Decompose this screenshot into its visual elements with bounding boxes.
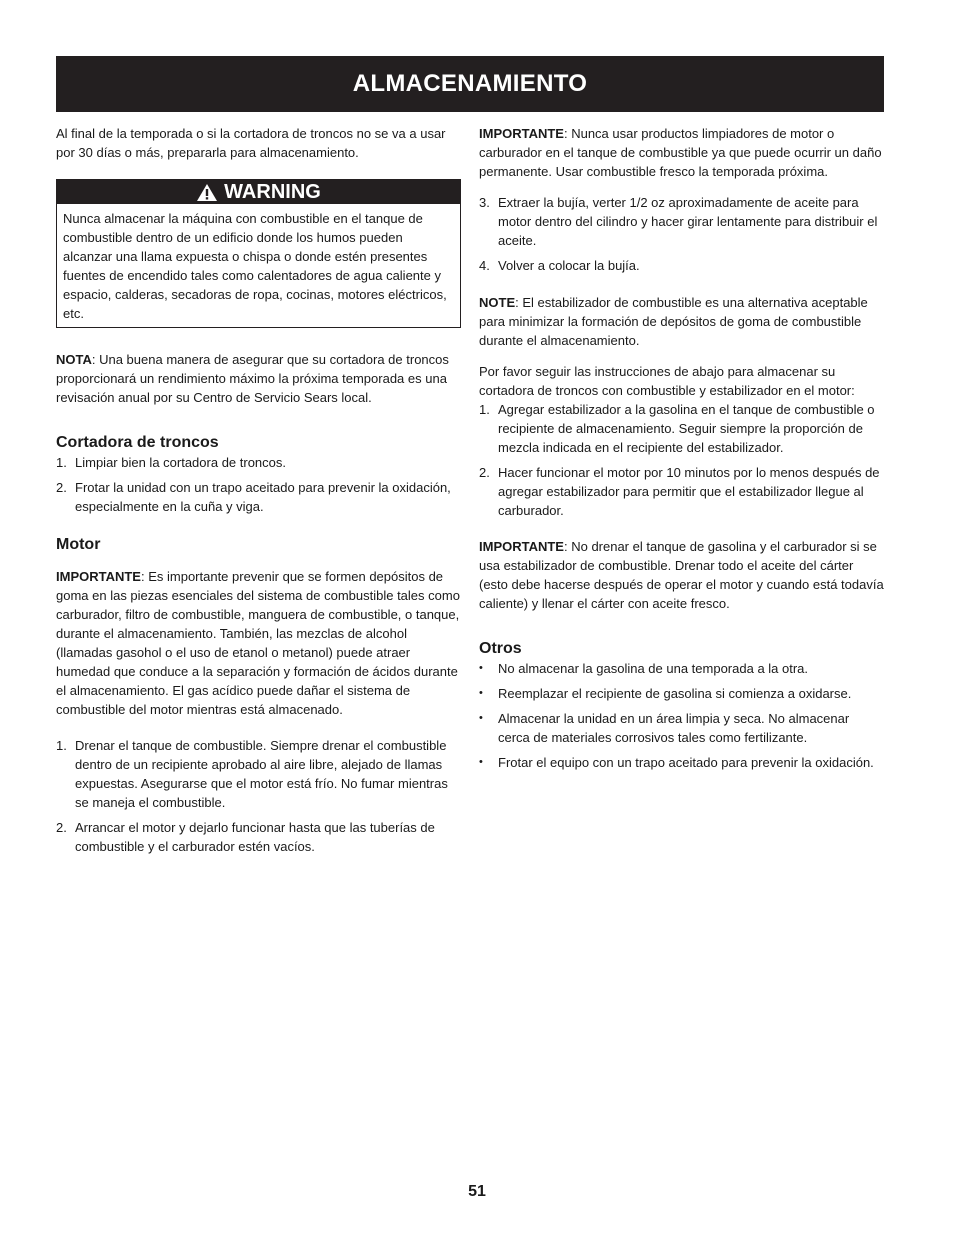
list-text: Reemplazar el recipiente de gasolina si comienza a oxidarse. bbox=[498, 686, 852, 701]
list-text: No almacenar la gasolina de una temporada a la otra. bbox=[498, 661, 809, 676]
list-item bbox=[56, 818, 461, 856]
list-number: 1. bbox=[479, 402, 490, 417]
warning-label: WARNING bbox=[224, 180, 321, 203]
steps-list bbox=[479, 193, 884, 275]
importante-text: : Es importante prevenir que se formen depósitos de goma en las piezas esenciales del sistema de combustible tales como carburador, filtro de combustible, manguera de combustible, o tanque, durante el almacenamiento. También, las mezclas de alcohol (llamadas gasohol o el uso de etanol o metanol) puede atraer humedad que conduce a la separación y formación de ácidos durante el almacenamiento. El gas acídico puede dañar el sistema de combustible del motor mientras está almacenado. bbox=[56, 569, 460, 717]
motor-importante-paragraph bbox=[56, 567, 461, 719]
stabilizer-list bbox=[479, 400, 884, 520]
importante-key: IMPORTANTE bbox=[479, 539, 564, 554]
list-number: 2. bbox=[479, 465, 490, 480]
importante-paragraph-2 bbox=[479, 537, 884, 613]
note-paragraph bbox=[479, 293, 884, 350]
page-title: ALMACENAMIENTO bbox=[352, 70, 588, 97]
list-number: 1. bbox=[56, 455, 67, 470]
importante-text: : No drenar el tanque de gasolina y el carburador si se usa estabilizador de combustible. Drenar todo el aceite del cárter (esto debe hacerse después de operar el motor y cuando está todavía caliente) y llenar el cárter con aceite fresco. bbox=[479, 539, 884, 611]
list-text: Agregar estabilizador a la gasolina en el tanque de combustible o recipiente de almacenamiento. Seguir siempre la proporción de mezcla indicada en el recipiente del estabilizador. bbox=[498, 402, 875, 455]
nota-key: NOTA bbox=[56, 352, 92, 367]
list-item bbox=[479, 400, 884, 457]
list-text: Extraer la bujía, verter 1/2 oz aproximadamente de aceite para motor dentro del cilindro y hacer girar lentamente para distribuir el aceite. bbox=[498, 195, 878, 248]
warning-triangle-icon bbox=[196, 183, 218, 202]
list-text: Drenar el tanque de combustible. Siempre drenar el combustible dentro de un recipiente aprobado al aire libre, alejado de llamas expuestas. Asegurarse que el motor está frío. No fumar mientras se maneja el combustible. bbox=[75, 738, 448, 810]
list-item bbox=[479, 256, 884, 275]
stabilizer-intro: Por favor seguir las instrucciones de abajo para almacenar su cortadora de troncos con combustible y estabilizador en el motor: bbox=[479, 364, 855, 398]
otros-list bbox=[479, 659, 884, 772]
motor-heading: Motor bbox=[56, 536, 101, 553]
page-number: 51 bbox=[468, 1183, 486, 1200]
warning-text: Nunca almacenar la máquina con combustible en el tanque de combustible dentro de un edificio donde los humos pueden alcanzar una llama expuesta o chispa o donde estén presentes fuentes de encendido tales como calentadores de agua caliente y espacio, calderas, secadoras de ropa, cocinas, motores eléctricos, etc. bbox=[63, 211, 447, 321]
importante-text: : Nunca usar productos limpiadores de motor o carburador en el tanque de combustible ya que puede ocurrir un daño permanente. Usar combustible fresco la temporada próxima. bbox=[479, 126, 882, 179]
list-item bbox=[479, 193, 884, 250]
list-item bbox=[479, 659, 884, 678]
motor-list bbox=[56, 736, 461, 856]
list-item bbox=[479, 684, 884, 703]
list-item bbox=[56, 453, 461, 472]
cortadora-heading: Cortadora de troncos bbox=[56, 434, 219, 451]
importante-key: IMPORTANTE bbox=[479, 126, 564, 141]
warning-header bbox=[57, 180, 460, 204]
list-number: 4. bbox=[479, 258, 490, 273]
list-item bbox=[479, 753, 884, 772]
list-text: Limpiar bien la cortadora de troncos. bbox=[75, 455, 287, 470]
note-text: : El estabilizador de combustible es una alternativa aceptable para minimizar la formación de depósitos de goma de combustible durante el almacenamiento. bbox=[479, 295, 868, 348]
bullet-glyph: • bbox=[479, 662, 483, 674]
list-text: Frotar la unidad con un trapo aceitado para prevenir la oxidación, especialmente en la cuña y viga. bbox=[75, 480, 451, 514]
nota-text: : Una buena manera de asegurar que su cortadora de troncos proporcionará un rendimiento máximo la próxima temporada es una revisación anual por su Centro de Servicio Sears local. bbox=[56, 352, 449, 405]
otros-heading: Otros bbox=[479, 640, 522, 657]
right-column bbox=[479, 124, 884, 772]
cortadora-list bbox=[56, 453, 461, 516]
importante-paragraph-1 bbox=[479, 124, 884, 181]
list-text: Volver a colocar la bujía. bbox=[498, 258, 640, 273]
list-number: 2. bbox=[56, 820, 67, 835]
list-text: Arrancar el motor y dejarlo funcionar hasta que las tuberías de combustible y el carburador estén vacíos. bbox=[75, 820, 435, 854]
bullet-glyph: • bbox=[479, 687, 483, 699]
bullet-glyph: • bbox=[479, 756, 483, 768]
importante-key: IMPORTANTE bbox=[56, 569, 141, 584]
bullet-glyph: • bbox=[479, 712, 483, 724]
list-number: 1. bbox=[56, 738, 67, 753]
list-item bbox=[479, 463, 884, 520]
intro-paragraph: Al final de la temporada o si la cortadora de troncos no se va a usar por 30 días o más, prepararla para almacenamiento. bbox=[56, 126, 446, 160]
warning-box bbox=[56, 179, 461, 328]
list-text: Hacer funcionar el motor por 10 minutos por lo menos después de agregar estabilizador para permitir que el estabilizador llegue al carburador. bbox=[498, 465, 880, 518]
left-column bbox=[56, 124, 461, 856]
list-text: Frotar el equipo con un trapo aceitado para prevenir la oxidación. bbox=[498, 755, 874, 770]
list-item bbox=[479, 709, 884, 747]
list-number: 2. bbox=[56, 480, 67, 495]
title-bar bbox=[56, 56, 884, 112]
list-item bbox=[56, 478, 461, 516]
list-number: 3. bbox=[479, 195, 490, 210]
nota-paragraph bbox=[56, 350, 461, 407]
note-key: NOTE bbox=[479, 295, 516, 310]
list-text: Almacenar la unidad en un área limpia y seca. No almacenar cerca de materiales corrosivos tales como fertilizante. bbox=[498, 711, 850, 745]
list-item bbox=[56, 736, 461, 812]
